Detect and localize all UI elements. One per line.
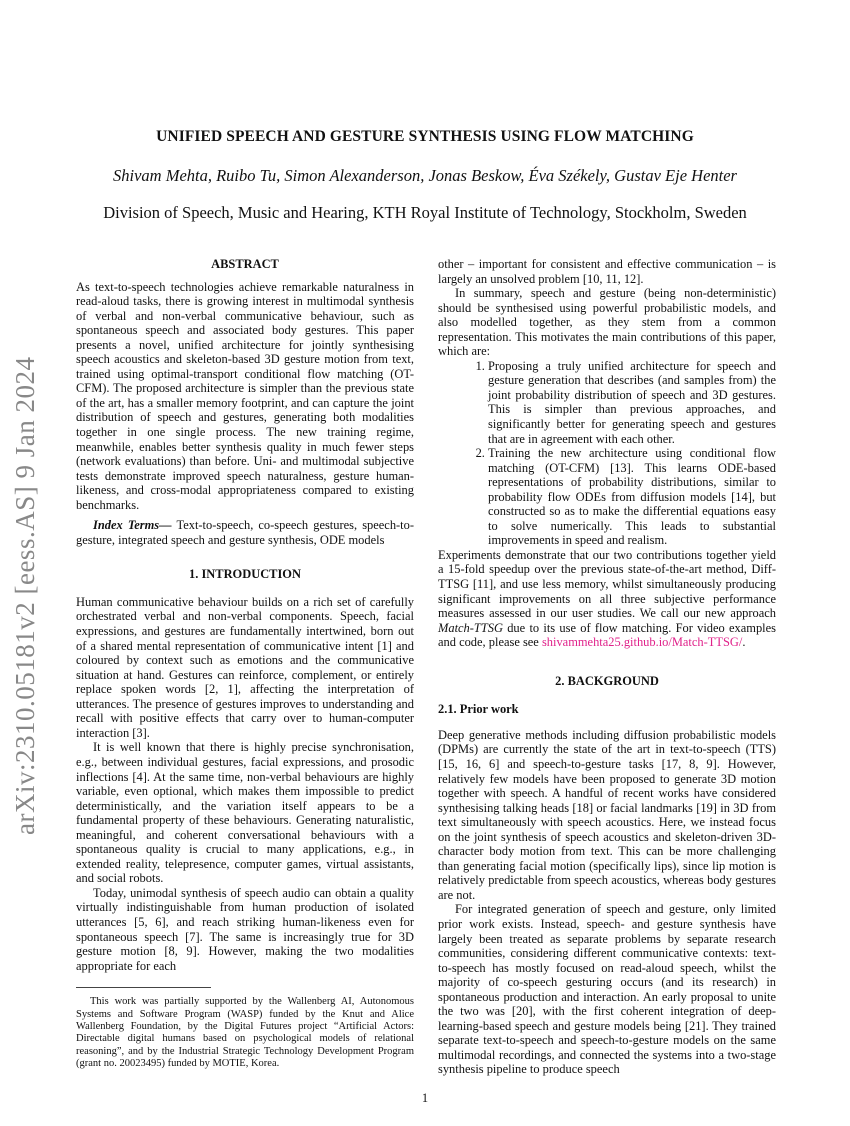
- prior-work-heading: 2.1. Prior work: [438, 702, 519, 717]
- arxiv-identifier: arXiv:2310.05181v2 [eess.AS] 9 Jan 2024: [10, 356, 40, 835]
- page-number: 1: [421, 1090, 429, 1105]
- paragraph: [438, 548, 776, 650]
- abstract-text: As text-to-speech technologies achieve remarkable naturalness in read-aloud tasks, there is growing interest in multimodal synthesis of verbal and non-verbal communicative behaviour, such as spontaneous speech and associated body gestures. This paper presents a novel, unified architecture for jointly synthesising speech acoustics and skeleton-based 3D gesture motion from text, trained using optimal-transport conditional flow matching (OT-CFM). The proposed architecture is simpler than the previous state of the art, has a smaller memory footprint, and can capture the joint distribution of speech and gestures, generating both modalities together in one single process. The new training regime, meanwhile, enables better synthesis quality in much fewer steps (network evaluations) than before. Uni- and multimodal subjective tests demonstrate improved speech naturalness, gesture human-likeness, and cross-modal appropriateness compared to existing benchmarks.: [76, 279, 414, 512]
- contributions-list: [438, 359, 776, 548]
- body-columns: [76, 0, 776, 1077]
- index-terms-text: Text-to-speech, co-speech gestures, speech-to-gesture, integrated speech and gesture synthesis, ODE models: [76, 518, 414, 547]
- intro-paragraph: It is well known that there is highly precise synchronisation, e.g., between individual gestures, facial expressions, and prosodic inflections [4]. At the same time, non-verbal behaviours are highly variable, even optional, which makes them impossible to predict deterministically, and the variation itself appears to be a fundamental property of these behaviours. Generating naturalistic, meaningful, and coherent conversational behaviours with a spontaneous quality is crucial to many applications, e.g., in extended reality, telepresence, computer games, virtual assistants, and social robots.: [76, 740, 414, 886]
- footnote-rule: [76, 987, 211, 988]
- list-item: 2. Training the new architecture using conditional flow matching (OT-CFM) [13]. This learns ODE-based representations of probability distributions, similar to probability flow ODEs from diffusion models [14], but constructed so as to make the differential equations easy to solve numerically. This leads to substantial improvements in speed and realism.: [488, 446, 776, 548]
- background-heading: 2. BACKGROUND: [555, 673, 659, 688]
- paragraph: For integrated generation of speech and gesture, only limited prior work exists. Instead, speech- and gesture synthesis have largely been treated as separate problems by separate research communities, considering different communicative contexts: text-to-speech has mostly focused on read-aloud speech, whilst the majority of co-speech gesturing occurs (and its research) in spontaneous production and interaction. An early proposal to unite the two was [20], with the first coherent integration of deep-learning-based speech and gesture models being [21]. They trained separate text-to-speech and speech-to-gesture models on the same multimodal recordings, and connected the systems into a two-stage synthesis pipeline to produce speech: [438, 902, 776, 1077]
- intro-heading: 1. INTRODUCTION: [189, 567, 301, 582]
- paper-title: UNIFIED SPEECH AND GESTURE SYNTHESIS USING FLOW MATCHING: [156, 128, 694, 145]
- affiliation: Division of Speech, Music and Hearing, KTH Royal Institute of Technology, Stockholm, Sweden: [103, 203, 747, 222]
- author-list: Shivam Mehta, Ruibo Tu, Simon Alexanderson, Jonas Beskow, Éva Székely, Gustav Eje Henter: [113, 166, 737, 185]
- index-terms: [76, 518, 414, 547]
- intro-paragraph: Human communicative behaviour builds on a rich set of carefully orchestrated verbal and non-verbal components. Speech, facial expressions, and gestures are fundamentally intertwined, born out of a shared mental representation of communicative intent [1] and coloured by context such as emotions and the communicative situation at hand. Gestures can reinforce, complement, or entirely replace spoken words [2, 1], affecting the interpretation of utterances. The presence of gestures improves to understanding and recall with positive effects that carry over to human-computer interaction [3].: [76, 594, 414, 740]
- footnote: This work was partially supported by the Wallenberg AI, Autonomous Systems and Software Program (WASP) funded by the Knut and Alice Wallenberg Foundation, by the Digital Futures project “Artificial Actors: Directable digital humans based on psychological models of relational reasoning”, and by the Industrial Strategic Technology Development Program (grant no. 20023495) funded by MOTIE, Korea.: [76, 996, 414, 1070]
- paragraph: other – important for consistent and effective communication – is largely an unsolved problem [10, 11, 12].: [438, 257, 776, 286]
- abstract-heading: ABSTRACT: [211, 257, 279, 271]
- method-name: Match-TTSG: [438, 620, 503, 635]
- paragraph: In summary, speech and gesture (being non-deterministic) should be synthesised using powerful probabilistic models, and also modelled together, as they stem from a common representation. This motivates the main contributions of this paper, which are:: [438, 286, 776, 359]
- text: .: [742, 635, 746, 650]
- paragraph: Deep generative methods including diffusion probabilistic models (DPMs) are currently the state of the art in text-to-speech (TTS) [15, 16, 6] and speech-to-gesture tasks [17, 8, 9]. However, relatively few models have been proposed to generate 3D motion together with speech. A handful of recent works have considered synthesising talking heads [18] or facial landmarks [19] in 3D from text simultaneously with speech acoustics. Here, we instead focus on the joint synthesis of speech acoustics and skeleton-driven 3D-character body motion from text. This can be more challenging than generating facial motion (specifically lips), since lip motion is relatively predictable from speech acoustics, whereas body gestures are not.: [438, 727, 776, 902]
- project-link[interactable]: shivammehta25.github.io/Match-TTSG/: [541, 635, 743, 650]
- intro-paragraph: Today, unimodal synthesis of speech audio can obtain a quality virtually indistinguishable from human production of isolated utterances [5, 6], and reach striking human-likeness even for spontaneous speech [7]. The same is increasingly true for 3D gesture motion [8, 9]. However, making the two modalities appropriate for each: [76, 885, 414, 973]
- index-terms-label: Index Terms—: [93, 518, 172, 533]
- left-column: [76, 257, 414, 1071]
- right-column: [438, 257, 776, 1077]
- text: due to its use of flow matching. For video examples and code, please see: [438, 620, 776, 650]
- text: Experiments demonstrate that our two contributions together yield a 15-fold speedup over the previous state-of-the-art method, Diff-TTSG [11], and use less memory, whilst simultaneously producing significant improvements on all three subjective performance measures assessed in our user studies. We call our new approach: [438, 547, 776, 621]
- list-item: 1. Proposing a truly unified architecture for speech and gesture generation that describes (and samples from) the joint probability distribution of speech and 3D gestures. This is simpler than previous approaches, and significantly better for generating speech and gestures that are in agreement with each other.: [488, 359, 776, 446]
